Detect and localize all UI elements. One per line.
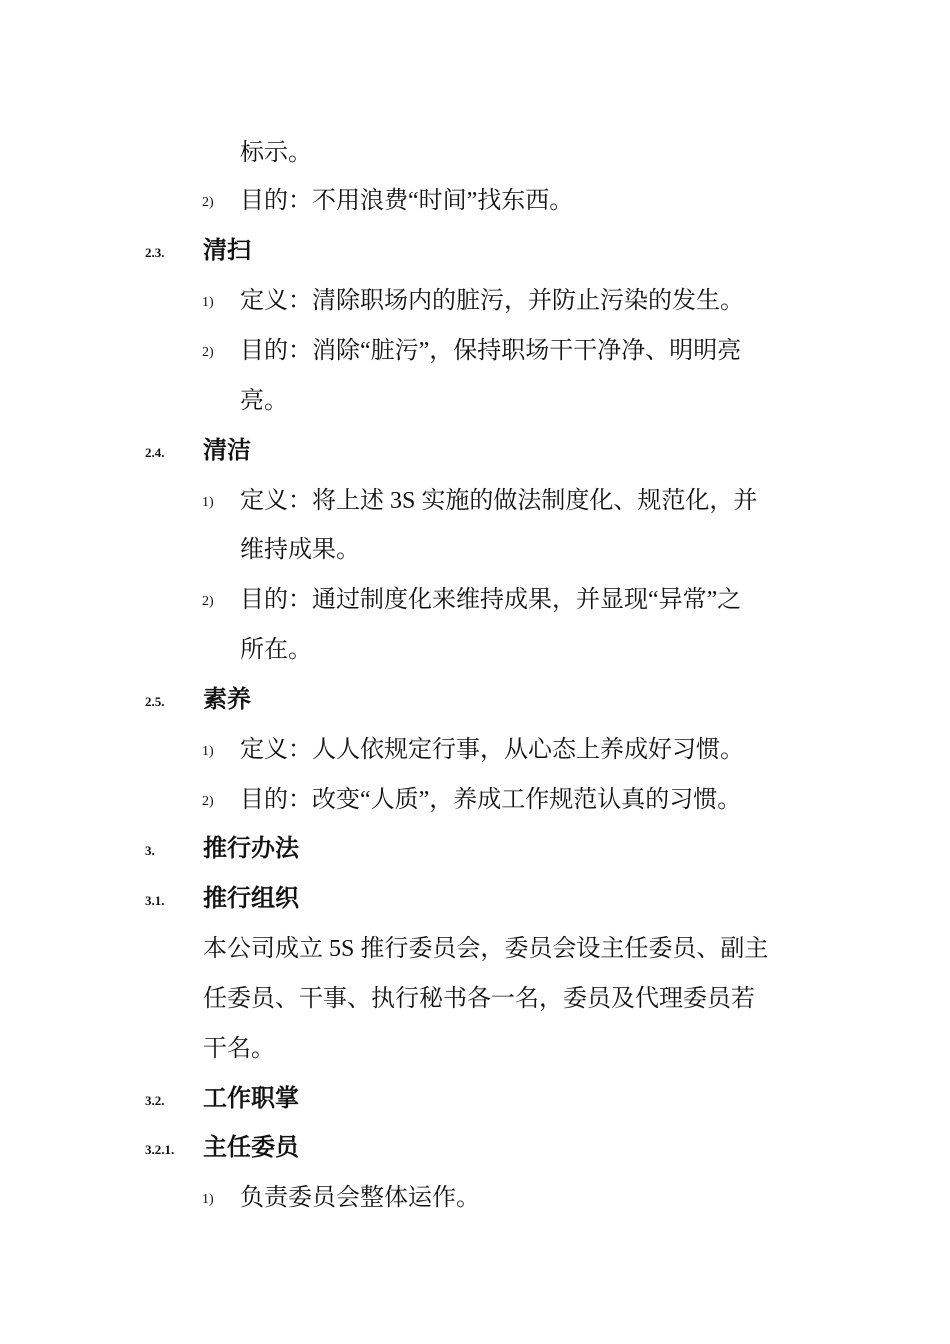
paragraph-line: 干名。 xyxy=(203,1036,275,1062)
list-item-text: 目的：不用浪费“时间”找东西。 xyxy=(240,188,574,214)
section-heading: 素养 xyxy=(203,687,251,713)
section-number: 2.3. xyxy=(145,245,165,260)
section-number: 2.5. xyxy=(145,694,165,709)
section-number: 3.2.1. xyxy=(145,1142,175,1157)
list-item-text: 定义：清除职场内的脏污，并防止污染的发生。 xyxy=(240,288,744,314)
list-item-text: 目的：消除“脏污”，保持职场干干净净、明明亮 xyxy=(240,338,742,364)
section-heading: 清洁 xyxy=(203,438,251,464)
list-item-text: 定义：将上述 3S 实施的做法制度化、规范化，并 xyxy=(240,488,758,514)
list-number: 1) xyxy=(202,1192,214,1207)
section-heading: 推行办法 xyxy=(203,836,299,862)
list-item-continuation: 所在。 xyxy=(240,637,312,663)
list-number: 2) xyxy=(202,195,214,210)
list-item-continuation: 亮。 xyxy=(240,388,288,414)
section-heading: 主任委员 xyxy=(203,1135,299,1161)
list-number: 2) xyxy=(202,345,214,360)
list-number: 1) xyxy=(202,295,214,310)
paragraph-line: 本公司成立 5S 推行委员会，委员会设主任委员、副主 xyxy=(203,936,769,962)
list-number: 1) xyxy=(202,744,214,759)
list-item-text: 负责委员会整体运作。 xyxy=(240,1185,480,1211)
list-number: 2) xyxy=(202,594,214,609)
list-item-text: 目的：改变“人质”，养成工作规范认真的习惯。 xyxy=(240,787,742,813)
section-heading: 推行组织 xyxy=(203,886,299,912)
section-number: 2.4. xyxy=(145,445,165,460)
list-number: 2) xyxy=(202,794,214,809)
body-text-line: 标示。 xyxy=(240,140,312,166)
section-number: 3.1. xyxy=(145,893,165,908)
list-item-text: 定义：人人依规定行事，从心态上养成好习惯。 xyxy=(240,737,744,763)
section-heading: 清扫 xyxy=(203,238,251,264)
list-number: 1) xyxy=(202,495,214,510)
section-number: 3.2. xyxy=(145,1093,165,1108)
section-number: 3. xyxy=(145,843,155,858)
section-heading: 工作职掌 xyxy=(203,1086,299,1112)
paragraph-line: 任委员、干事、执行秘书各一名，委员及代理委员若 xyxy=(203,986,755,1012)
list-item-text: 目的：通过制度化来维持成果，并显现“异常”之 xyxy=(240,587,742,613)
list-item-continuation: 维持成果。 xyxy=(240,537,360,563)
